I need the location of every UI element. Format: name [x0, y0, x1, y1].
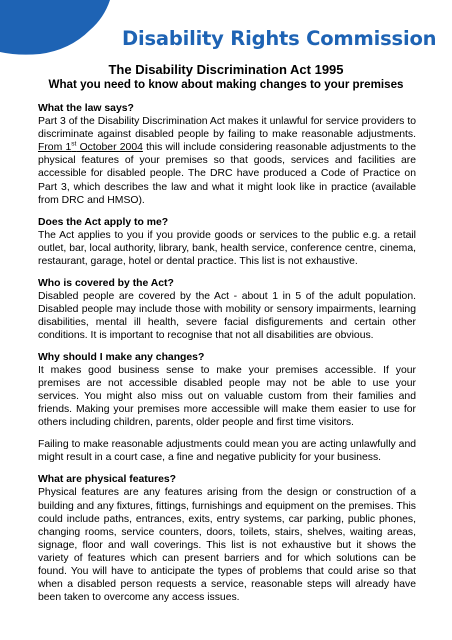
section-heading: What the law says? — [38, 103, 134, 114]
section-paragraph: Disabled people are covered by the Act - about 1 in 5 of the adult population. Disabled people may include those with mobility or sensory impairments, learning disabilities, mental ill health, severe facial disfigurements and certain other conditions. It is important to recognise that not all disabilities are obvious. — [38, 290, 416, 342]
organization-name: Disability Rights Commission — [122, 27, 437, 50]
section-heading: What are physical features? — [38, 474, 177, 486]
section-heading: Why should I make any changes? — [38, 351, 205, 363]
document-body — [38, 102, 416, 613]
section-reasons — [38, 351, 416, 430]
section-heading: Does the Act apply to me? — [38, 216, 169, 228]
drc-logo-icon — [0, 0, 110, 58]
page-header — [0, 0, 452, 56]
page-title: The Disability Discrimination Act 1995 — [108, 62, 344, 77]
section-law — [38, 102, 416, 207]
section-paragraph: Failing to make reasonable adjustments could mean you are acting unlawfully and might result in a court case, a fine and negative publicity for your business. — [38, 439, 416, 464]
section-physical-features — [38, 473, 416, 604]
section-paragraph: It makes good business sense to make your premises accessible. If your premises are not accessible disabled people may not be able to use your services. You might also miss out on valuable custom from their families and friends. Making your premises more accessible will make them easier to use for others including children, parents, older people and first time visitors. — [38, 365, 416, 429]
paragraph-text: Part 3 of the Disability Discrimination Act makes it unlawful for service providers to discriminate against disabled people by failing to make reasonable adjustments. — [38, 116, 416, 141]
section-paragraph: Physical features are any features arising from the design or construction of a building and any fixtures, fittings, furnishings and equipment on the premises. This could include paths, entrances, exits, entry systems, car parking, public phones, changing rooms, service counters, doors, toilets, stairs, shelves, waiting areas, signage, floor and wall coverings. This list is not exhaustive but it shows the variety of features which can present barriers and for which solutions can be found. You will have to anticipate the types of problems that could arise so that when a disabled person requests a service, reasonable steps will already have been taken to overcome any access issues. — [38, 487, 416, 604]
page-subtitle: What you need to know about making changes to your premises — [48, 78, 404, 91]
section-coverage — [38, 277, 416, 342]
effective-date: From 1st October 2004 — [38, 140, 143, 154]
section-paragraph: The Act applies to you if you provide goods or services to the public e.g. a retail outlet, bar, local authority, library, bank, health service, conference centre, cinema, restaurant, garage, hotel or dental practice. This list is not exhaustive. — [38, 229, 416, 267]
section-paragraph — [38, 115, 416, 207]
section-consequences — [38, 438, 416, 464]
paragraph-text: this will include considering reasonable adjustments to the physical features of your premises so that goods, services and facilities are accessible for disabled people. The DRC have produced a Code of Practice on Part 3, which describes the law and what it might look like in practice (available from DRC and HMSO). — [38, 142, 416, 206]
section-applicability — [38, 216, 416, 268]
section-heading: Who is covered by the Act? — [38, 277, 174, 289]
